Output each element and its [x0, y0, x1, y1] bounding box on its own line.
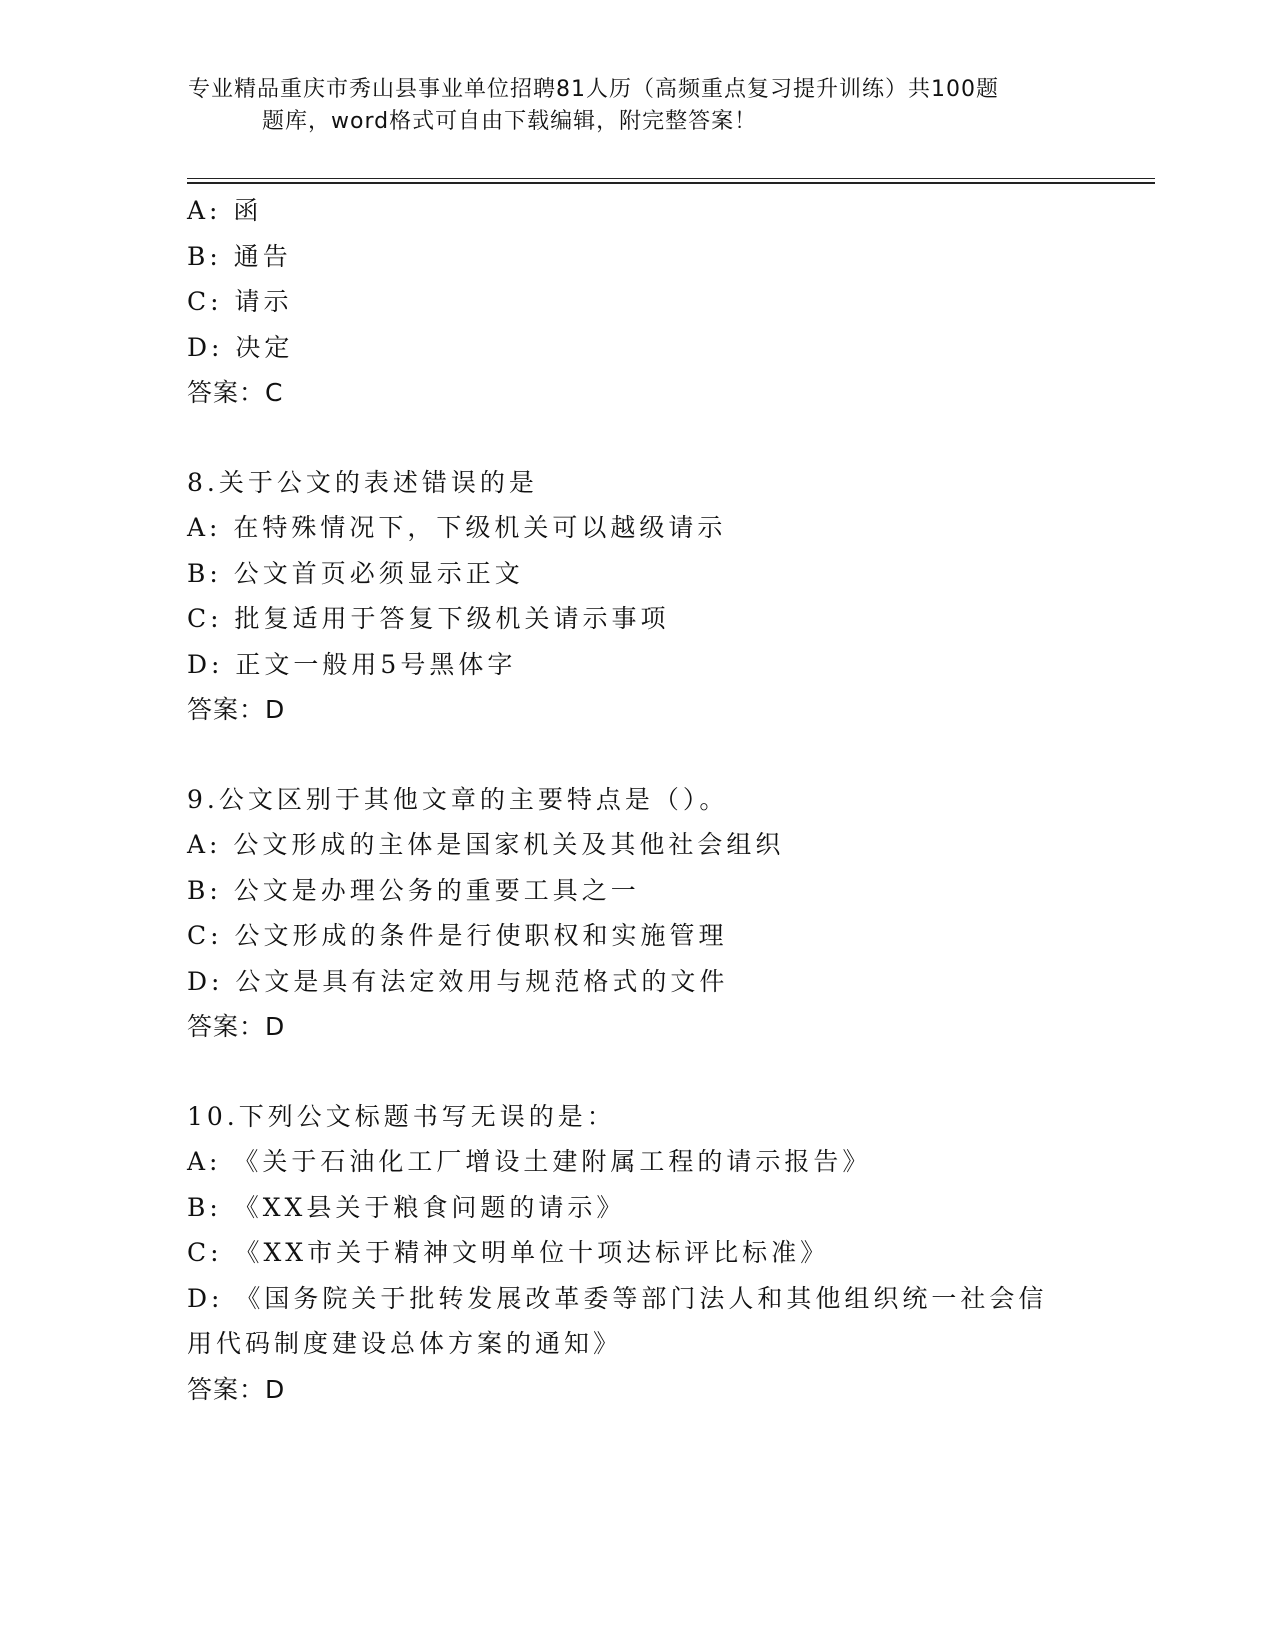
header-title-line1: 专业精品重庆市秀山县事业单位招聘81人历（高频重点复习提升训练）共100题 [188, 77, 999, 102]
option-d: D: 决定 [187, 332, 294, 362]
question-stem: 8.关于公文的表述错误的是 [187, 467, 538, 497]
question-stem: 10.下列公文标题书写无误的是： [187, 1101, 616, 1131]
option-d: D: 正文一般用5号黑体字 [187, 649, 517, 679]
document-header [188, 74, 1068, 138]
option-b: B: 公文首页必须显示正文 [187, 558, 524, 588]
option-c: C: 公文形成的条件是行使职权和实施管理 [187, 921, 728, 950]
header-title-line2: 题库，word格式可自由下载编辑，附完整答案！ [262, 109, 758, 134]
question-8 [187, 460, 1127, 733]
option-c: C: 请示 [187, 287, 293, 316]
header-divider-thick [187, 182, 1155, 184]
question-7-remainder [187, 188, 1127, 416]
answer: 答案：D [187, 695, 286, 724]
option-b: B: 公文是办理公务的重要工具之一 [187, 875, 640, 905]
answer: 答案：D [187, 1012, 286, 1041]
option-a: A: 《关于石油化工厂增设土建附属工程的请示报告》 [187, 1147, 872, 1176]
question-stem: 9.公文区别于其他文章的主要特点是（）。 [187, 784, 729, 814]
option-b: B: 通告 [187, 241, 292, 271]
option-a: A: 函 [187, 196, 263, 225]
question-10 [187, 1094, 1127, 1413]
option-c: C: 批复适用于答复下级机关请示事项 [187, 604, 670, 633]
option-a: A: 公文形成的主体是国家机关及其他社会组织 [187, 830, 785, 859]
question-9 [187, 777, 1127, 1050]
option-d: D: 《国务院关于批转发展改革委等部门法人和其他组织统一社会信用代码制度建设总体方案的通知》 [187, 1283, 1048, 1358]
document-body [187, 188, 1127, 1412]
answer: 答案：C [187, 378, 284, 407]
header-divider-thin [187, 178, 1155, 179]
option-b: B: 《XX县关于粮食问题的请示》 [187, 1192, 626, 1222]
option-c: C: 《XX市关于精神文明单位十项达标评比标准》 [187, 1238, 830, 1267]
option-d: D: 公文是具有法定效用与规范格式的文件 [187, 966, 729, 996]
option-a: A: 在特殊情况下，下级机关可以越级请示 [187, 513, 727, 542]
answer: 答案：D [187, 1374, 286, 1404]
